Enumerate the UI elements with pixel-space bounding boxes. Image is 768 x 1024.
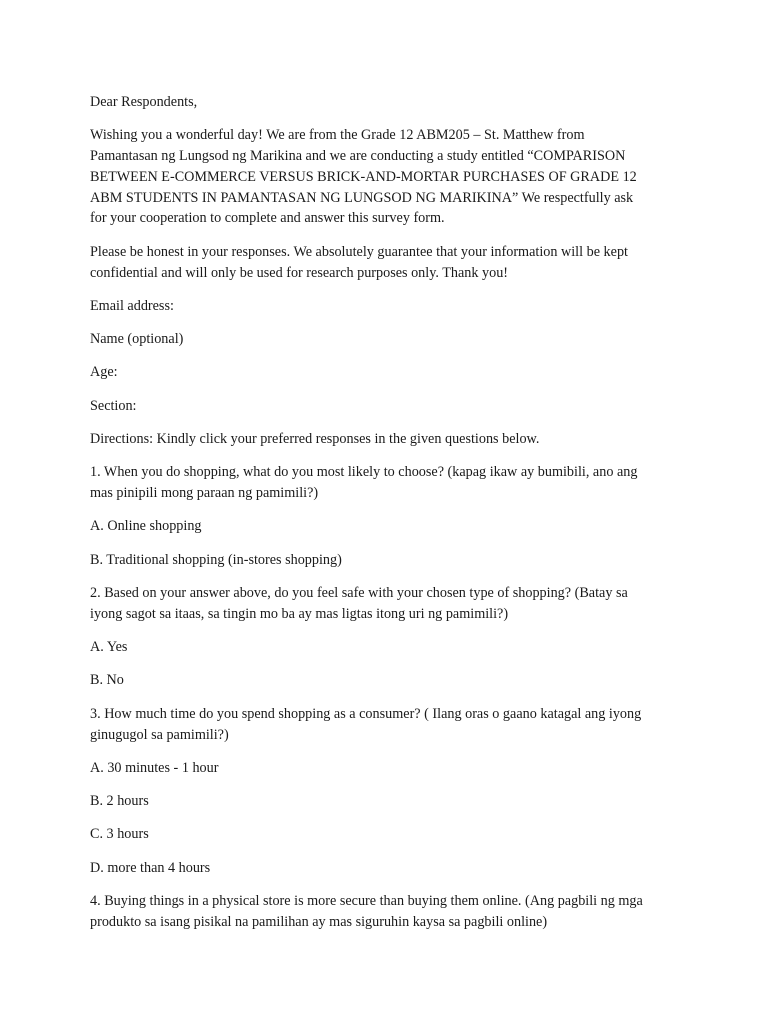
directions: Directions: Kindly click your preferred responses in the given questions below.: [90, 431, 540, 448]
intro-line: Pamantasan ng Lungsod ng Marikina and we are conducting a study entitled “COMPARISON: [90, 148, 626, 165]
question-line: produkto sa isang pisikal na pamilihan ay mas siguruhin kaysa sa pagbili online): [90, 913, 548, 930]
question-3: [90, 704, 680, 746]
question-line: mas pinipili mong paraan ng pamimili?): [90, 485, 319, 502]
question-line: 4. Buying things in a physical store is more secure than buying them online. (Ang pagbili ng mga: [90, 893, 643, 910]
question-4: [90, 891, 680, 933]
intro-paragraph: [90, 125, 680, 229]
question-line: 2. Based on your answer above, do you feel safe with your chosen type of shopping? (Batay sa: [90, 585, 628, 602]
privacy-line: Please be honest in your responses. We absolutely guarantee that your information will be kept: [90, 243, 628, 260]
privacy-paragraph: [90, 242, 680, 284]
email-field-label: Email address:: [90, 297, 174, 314]
question-2-option-a: A. Yes: [90, 639, 128, 656]
survey-document: [90, 92, 680, 945]
question-2: [90, 583, 680, 625]
intro-line: ABM STUDENTS IN PAMANTASAN NG LUNGSOD NG MARIKINA” We respectfully ask: [90, 189, 634, 206]
salutation: Dear Respondents,: [90, 94, 198, 110]
section-field-label: Section:: [90, 397, 137, 414]
age-field-label: Age:: [90, 364, 118, 381]
question-2-option-b: B. No: [90, 672, 124, 689]
question-3-option-c: C. 3 hours: [90, 826, 149, 843]
question-line: 3. How much time do you spend shopping as a consumer? ( Ilang oras o gaano katagal ang iyong: [90, 705, 642, 722]
question-line: ginugugol sa pamimili?): [90, 726, 229, 743]
question-3-option-b: B. 2 hours: [90, 793, 149, 810]
question-3-option-d: D. more than 4 hours: [90, 859, 211, 876]
question-1-option-b: B. Traditional shopping (in-stores shopping): [90, 551, 342, 568]
intro-line: Wishing you a wonderful day! We are from the Grade 12 ABM205 – St. Matthew from: [90, 127, 585, 144]
intro-line: for your cooperation to complete and answer this survey form.: [90, 210, 445, 227]
name-field-label: Name (optional): [90, 331, 184, 348]
question-1-option-a: A. Online shopping: [90, 518, 202, 535]
question-line: iyong sagot sa itaas, sa tingin mo ba ay mas ligtas itong uri ng pamimili?): [90, 605, 509, 622]
question-1: [90, 462, 680, 504]
question-line: 1. When you do shopping, what do you most likely to choose? (kapag ikaw ay bumibili, ano ang: [90, 464, 638, 481]
privacy-line: confidential and will only be used for research purposes only. Thank you!: [90, 264, 509, 281]
question-3-option-a: A. 30 minutes - 1 hour: [90, 759, 219, 776]
intro-line: BETWEEN E-COMMERCE VERSUS BRICK-AND-MORTAR PURCHASES OF GRADE 12: [90, 168, 637, 185]
